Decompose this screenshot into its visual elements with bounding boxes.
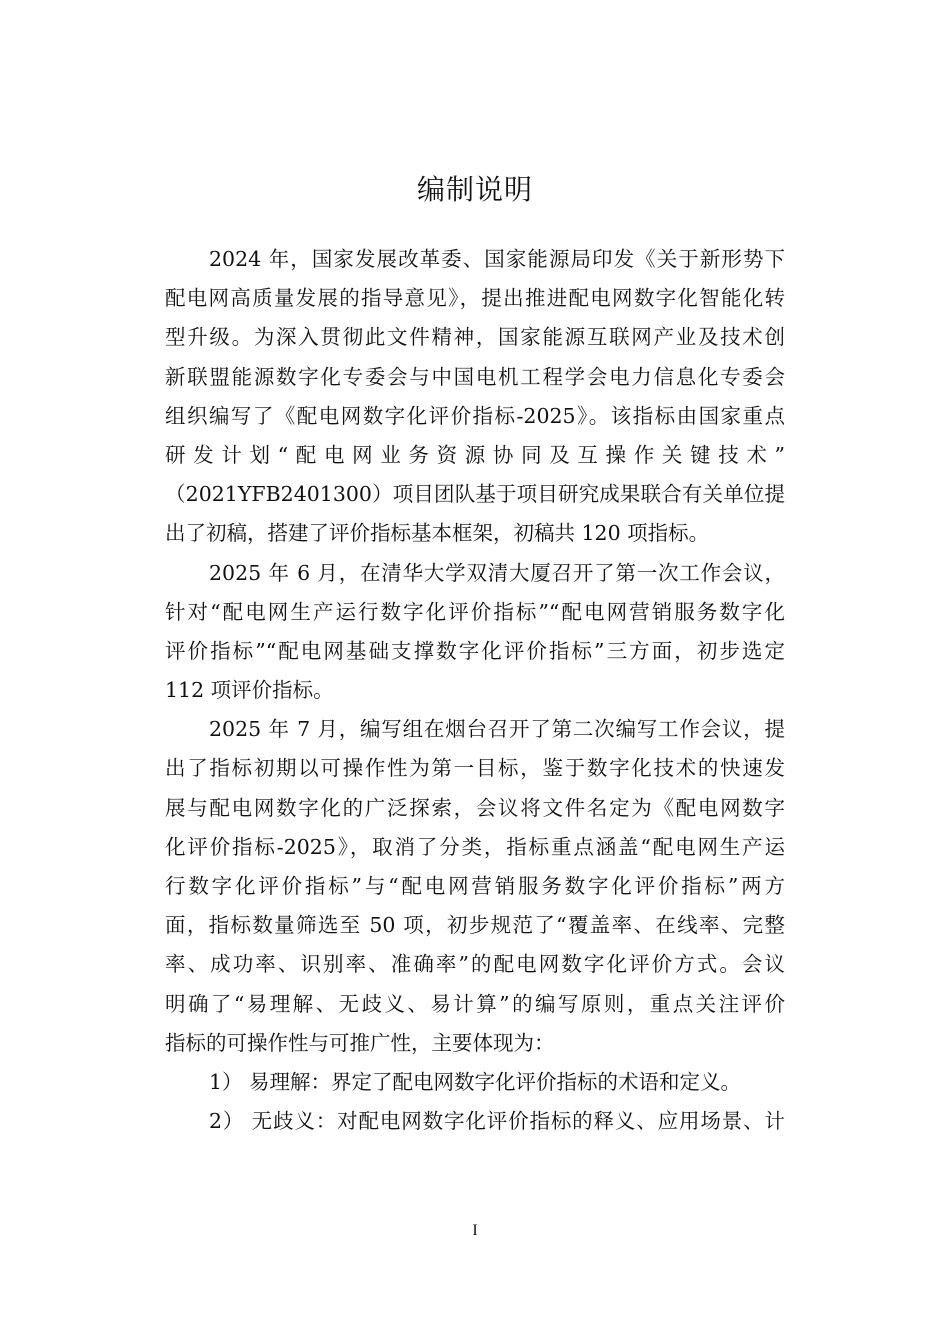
document-title: 编制说明 [416, 173, 533, 206]
paragraph-line: 面，指标数量筛选至 50 项，初步规范了“覆盖率、在线率、完整 [165, 913, 785, 938]
paragraph-line: 2024 年，国家发展改革委、国家能源局印发《关于新形势下 [209, 247, 785, 271]
principles-list [165, 1063, 785, 1141]
paragraph-line: 展与配电网数字化的广泛探索，会议将文件名定为《配电网数字 [165, 795, 785, 820]
list-item: 1） 易理解：界定了配电网数字化评价指标的术语和定义。 [209, 1069, 742, 1094]
page-number: I [472, 1222, 478, 1239]
paragraph-line: 出了初稿，搭建了评价指标基本框架，初稿共 120 项指标。 [165, 521, 710, 546]
paragraph-line: 评价指标”“配电网基础支撑数字化评价指标”三方面，初步选定 [165, 638, 785, 663]
paragraph-line: 行数字化评价指标”与“配电网营销服务数字化评价指标”两方 [165, 874, 785, 898]
paragraph-line: 研发计划“配电网业务资源协同及互操作关键技术” [165, 442, 785, 467]
paragraph-line: 指标的可操作性与可推广性，主要体现为： [165, 1030, 555, 1055]
paragraph-line: 2025 年 6 月，在清华大学双清大厦召开了第一次工作会议， [209, 560, 785, 585]
paragraph-line: 率、成功率、识别率、准确率”的配电网数字化评价方式。会议 [165, 952, 785, 977]
paragraph-line: 出了指标初期以可操作性为第一目标，鉴于数字化技术的快速发 [165, 756, 785, 781]
paragraph-3 [165, 710, 785, 1063]
paragraph-line: 化评价指标-2025》，取消了分类，指标重点涵盖“配电网生产运 [165, 834, 785, 859]
paragraph-line: 配电网高质量发展的指导意见》，提出推进配电网数字化智能化转 [165, 286, 785, 311]
paragraph-2 [165, 554, 785, 711]
paragraph-line: 型升级。为深入贯彻此文件精神，国家能源互联网产业及技术创 [165, 325, 785, 350]
paragraph-line: 组织编写了《配电网数字化评价指标-2025》。该指标由国家重点 [165, 403, 785, 428]
paragraph-line: 明确了“易理解、无歧义、易计算”的编写原则，重点关注评价 [165, 991, 785, 1016]
paragraph-1 [165, 240, 785, 554]
list-item: 2） 无歧义：对配电网数字化评价指标的释义、应用场景、计 [209, 1109, 785, 1134]
paragraph-line: 新联盟能源数字化专委会与中国电机工程学会电力信息化专委会 [165, 364, 785, 389]
paragraph-line: 112 项评价指标。 [165, 678, 334, 703]
document-body [165, 240, 785, 1141]
paragraph-line: （2021YFB2401300）项目团队基于项目研究成果联合有关单位提 [165, 482, 785, 507]
paragraph-line: 2025 年 7 月，编写组在烟台召开了第二次编写工作会议，提 [209, 717, 785, 742]
paragraph-line: 针对“配电网生产运行数字化评价指标”“配电网营销服务数字化 [165, 599, 785, 624]
